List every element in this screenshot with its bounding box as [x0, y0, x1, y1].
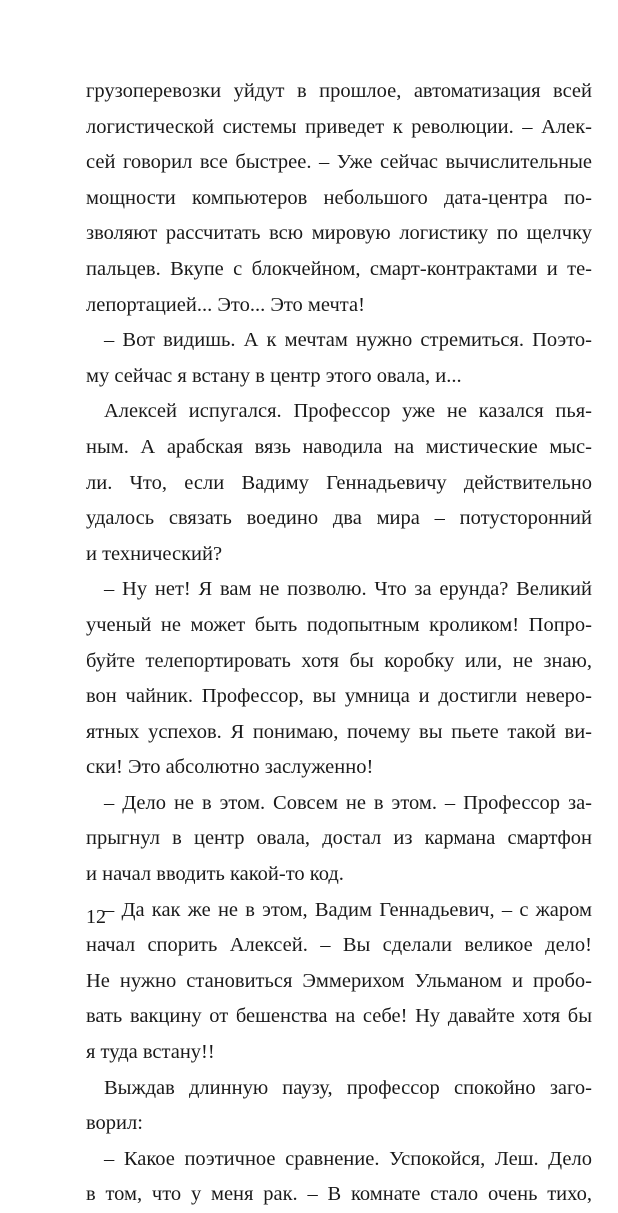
text-line: Не нужно становиться Эммерихом Ульманом и пробо- [86, 969, 592, 992]
text-line: зволяют рассчитать всю мировую логистику по щелчку [86, 222, 592, 245]
text-line: лепортацией... Это... Это мечта! [86, 293, 365, 316]
text-line: и технический? [86, 542, 223, 565]
text-line: удалось связать воедино два мира – потусторонний [86, 507, 592, 530]
text-line: логистической системы приведет к революции. – Алек- [86, 115, 592, 138]
text-line: прыгнул в центр овала, достал из кармана смартфон [86, 827, 592, 850]
text-line: Алексей испугался. Профессор уже не казался пья- [104, 400, 592, 423]
text-line: начал спорить Алексей. – Вы сделали великое дело! [86, 934, 592, 957]
text-line: грузоперевозки уйдут в прошлое, автоматизация всей [86, 80, 592, 102]
text-line: – Вот видишь. А к мечтам нужно стремиться. Поэто- [104, 329, 592, 352]
text-line: ворил: [86, 1112, 143, 1135]
text-line: ученый не может быть подопытным кроликом! Попро- [86, 613, 592, 636]
text-line: вать вакцину от бешенства на себе! Ну давайте хотя бы [86, 1005, 592, 1028]
text-line: пальцев. Вкупе с блокчейном, смарт-контрактами и те- [86, 257, 592, 280]
text-line: мощности компьютеров небольшого дата-центра по- [86, 186, 592, 209]
text-line: ятных успехов. Я понимаю, почему вы пьете такой ви- [86, 720, 592, 743]
text-line: ли. Что, если Вадиму Геннадьевичу действительно [86, 471, 592, 494]
text-line: – Да как же не в этом, Вадим Геннадьевич, – с жаром [104, 898, 592, 921]
text-line: буйте телепортировать хотя бы коробку или, не знаю, [86, 649, 592, 672]
text-line: Выждав длинную паузу, профессор спокойно заго- [104, 1076, 592, 1099]
text-line: вон чайник. Профессор, вы умница и достигли неверо- [86, 685, 592, 708]
body-text [86, 74, 592, 1213]
text-line: и начал вводить какой-то код. [86, 863, 344, 886]
text-line: я туда встану!! [86, 1041, 215, 1064]
text-line: в том, что у меня рак. – В комнате стало очень тихо, [86, 1183, 592, 1206]
text-line: му сейчас я встану в центр этого овала, и... [86, 364, 462, 387]
text-line: – Какое поэтичное сравнение. Успокойся, Леш. Дело [104, 1147, 592, 1170]
text-line: ным. А арабская вязь наводила на мистические мыс- [86, 435, 592, 458]
text-line: – Дело не в этом. Совсем не в этом. – Профессор за- [104, 791, 592, 814]
text-line: сей говорил все быстрее. – Уже сейчас вычислительные [86, 151, 592, 174]
text-line: – Ну нет! Я вам не позволю. Что за ерунда? Великий [104, 578, 592, 601]
page-number: 12 [86, 906, 106, 928]
text-line: ски! Это абсолютно заслуженно! [86, 756, 374, 779]
